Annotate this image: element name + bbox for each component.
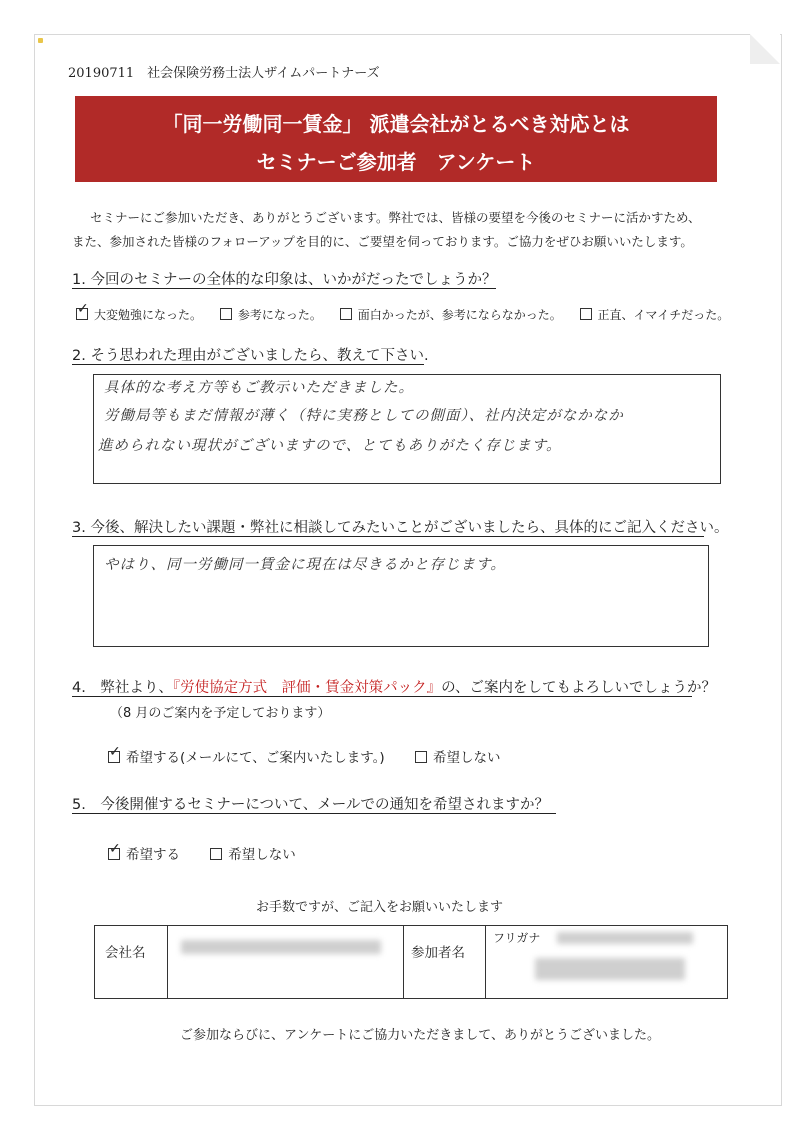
intro-text	[72, 206, 732, 254]
participant-name-redacted	[535, 958, 685, 980]
question-1: 1. 今回のセミナーの全体的な印象は、いかがだったでしょうか？	[72, 272, 497, 288]
question-4-underline	[72, 696, 692, 697]
question-5: 5. 今後開催するセミナーについて、メールでの通知を希望されますか？	[72, 797, 549, 813]
intro-line-1: セミナーにご参加いただき、ありがとうございます。弊社では、皆様の要望を今後のセミナーに活かすため、	[90, 210, 701, 225]
question-2-underline	[72, 364, 424, 365]
checkbox[interactable]	[415, 751, 427, 763]
question-1-underline	[72, 288, 496, 289]
q1-option-4[interactable]	[580, 306, 730, 323]
product-name-highlight: 『労使協定方式 評価・賃金対策パック』	[172, 680, 442, 696]
question-3-underline	[72, 536, 704, 537]
form-note: お手数ですが、ご記入をお願いいたします	[256, 900, 504, 915]
question-5-options	[108, 843, 322, 863]
question-3: 3. 今後、解決したい課題・弊社に相談してみたいことがございましたら、具体的にご記入ください。	[72, 520, 729, 536]
handwritten-answer-line-3: 進められない現状がございますので、とてもありがたく存じます。	[98, 438, 562, 454]
q1-option-3-label: 面白かったが、参考にならなかった。	[357, 308, 562, 322]
checkbox[interactable]	[340, 308, 352, 320]
checkbox[interactable]	[210, 848, 222, 860]
question-4-options	[108, 746, 526, 766]
handwritten-answer-line-2: 労働局等もまだ情報が薄く（特に実務としての側面）、社内決定がなかなか	[104, 408, 624, 424]
furigana-redacted	[557, 932, 693, 944]
checkbox-checked[interactable]	[108, 848, 120, 860]
question-4-prefix: 4. 弊社より、	[72, 680, 173, 696]
q5-option-no[interactable]	[210, 843, 296, 863]
q5-option-yes-label: 希望する	[126, 847, 180, 863]
question-4-suffix: の、ご案内をしてもよろしいでしょうか？	[441, 680, 717, 696]
handwritten-answer-q3: やはり、同一労働同一賃金に現在は尽きるかと存じます。	[104, 557, 506, 573]
q4-option-yes-label: 希望する(メールにて、ご案内いたします。)	[126, 750, 385, 766]
staple-mark	[38, 38, 43, 43]
company-label: 会社名	[105, 945, 146, 961]
q1-option-1-label: 大変勉強になった。	[94, 308, 203, 322]
q1-option-3[interactable]	[340, 306, 562, 323]
company-label-cell	[95, 926, 168, 998]
question-1-options	[76, 306, 743, 323]
title-main: 「同一労働同一賃金」 派遣会社がとるべき対応とは	[162, 112, 630, 136]
company-value-cell[interactable]	[167, 926, 404, 998]
q5-option-no-label: 希望しない	[228, 847, 296, 863]
q4-option-yes[interactable]	[108, 746, 385, 766]
intro-line-2: また、参加された皆様のフォローアップを目的に、ご要望を伺っております。ご協力をぜひお願いいたします。	[72, 234, 693, 249]
furigana-label: フリガナ	[493, 931, 541, 945]
participant-label-cell	[403, 926, 486, 998]
q1-option-1[interactable]	[76, 306, 202, 323]
checkbox-checked[interactable]	[76, 308, 88, 320]
q5-option-yes[interactable]	[108, 843, 180, 863]
respondent-info-table	[94, 925, 728, 999]
q1-option-2-label: 参考になった。	[237, 308, 322, 322]
footer-thanks: ご参加ならびに、アンケートにご協力いただきまして、ありがとうございました。	[180, 1028, 660, 1043]
q1-option-4-label: 正直、イマイチだった。	[597, 308, 730, 322]
question-4	[72, 676, 716, 697]
q1-option-2[interactable]	[220, 306, 322, 323]
question-4-note: （8 月のご案内を予定しております）	[110, 706, 331, 721]
q4-option-no[interactable]	[415, 746, 501, 766]
page-fold-corner	[750, 34, 780, 64]
checkbox[interactable]	[580, 308, 592, 320]
participant-label: 参加者名	[411, 945, 465, 961]
document-id: 20190711 社会保険労務士法人ザイムパートナーズ	[68, 66, 380, 81]
checkbox[interactable]	[220, 308, 232, 320]
question-2: 2. そう思われた理由がございましたら、教えて下さい.	[72, 348, 429, 364]
q4-option-no-label: 希望しない	[432, 750, 501, 766]
title-banner	[75, 96, 717, 182]
checkbox-checked[interactable]	[108, 751, 120, 763]
question-5-underline	[72, 813, 556, 814]
title-sub: セミナーご参加者 アンケート	[256, 150, 536, 174]
handwritten-answer-line-1: 具体的な考え方等もご教示いただきました。	[104, 380, 414, 396]
company-name-redacted	[181, 940, 381, 954]
